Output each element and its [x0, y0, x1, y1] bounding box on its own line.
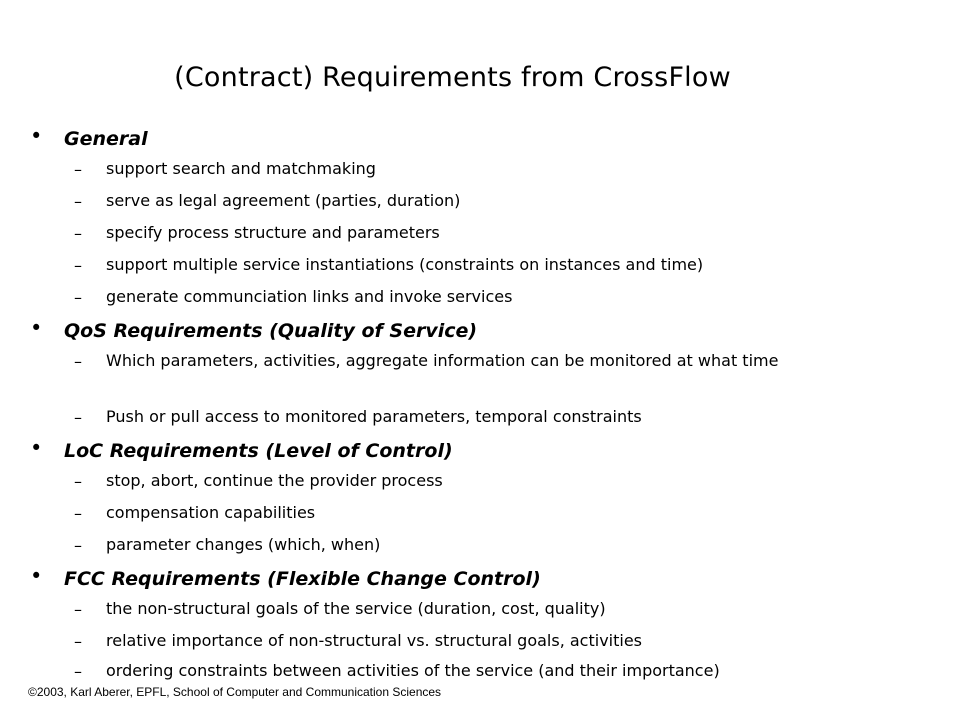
dash-marker: – [74, 352, 82, 371]
dash-marker: – [74, 536, 82, 555]
bullet-marker: • [30, 316, 43, 340]
dash-marker: – [74, 408, 82, 427]
list-item: compensation capabilities [106, 503, 316, 522]
dash-marker: – [74, 256, 82, 275]
bullet-marker: • [30, 564, 43, 588]
dash-marker: – [74, 472, 82, 491]
dash-marker: – [74, 632, 82, 651]
bullet-marker: • [30, 124, 43, 148]
section-heading-fcc: FCC Requirements (Flexible Change Control) [64, 568, 541, 590]
section-heading-qos: QoS Requirements (Quality of Service) [64, 320, 478, 342]
list-item: the non-structural goals of the service (duration, cost, quality) [106, 599, 606, 618]
list-item: Which parameters, activities, aggregate information can be monitored at what time [106, 351, 779, 370]
list-item: serve as legal agreement (parties, duration) [106, 191, 461, 210]
list-item: support search and matchmaking [106, 159, 376, 178]
list-item: ordering constraints between activities of the service (and their importance) [106, 661, 720, 680]
dash-marker: – [74, 504, 82, 523]
list-item: generate communciation links and invoke services [106, 287, 513, 306]
list-item: Push or pull access to monitored parameters, temporal constraints [106, 407, 642, 426]
list-item: parameter changes (which, when) [106, 535, 381, 554]
section-heading-loc: LoC Requirements (Level of Control) [64, 440, 453, 462]
list-item: specify process structure and parameters [106, 223, 440, 242]
bullet-marker: • [30, 436, 43, 460]
list-item: relative importance of non-structural vs. structural goals, activities [106, 631, 643, 650]
dash-marker: – [74, 192, 82, 211]
section-heading-general: General [64, 128, 148, 150]
slide-title: (Contract) Requirements from CrossFlow [174, 62, 731, 93]
list-item: stop, abort, continue the provider process [106, 471, 443, 490]
dash-marker: – [74, 288, 82, 307]
dash-marker: – [74, 600, 82, 619]
list-item: support multiple service instantiations (constraints on instances and time) [106, 255, 704, 274]
dash-marker: – [74, 160, 82, 179]
footer-copyright: ©2003, Karl Aberer, EPFL, School of Computer and Communication Sciences [28, 685, 442, 699]
dash-marker: – [74, 662, 82, 681]
dash-marker: – [74, 224, 82, 243]
